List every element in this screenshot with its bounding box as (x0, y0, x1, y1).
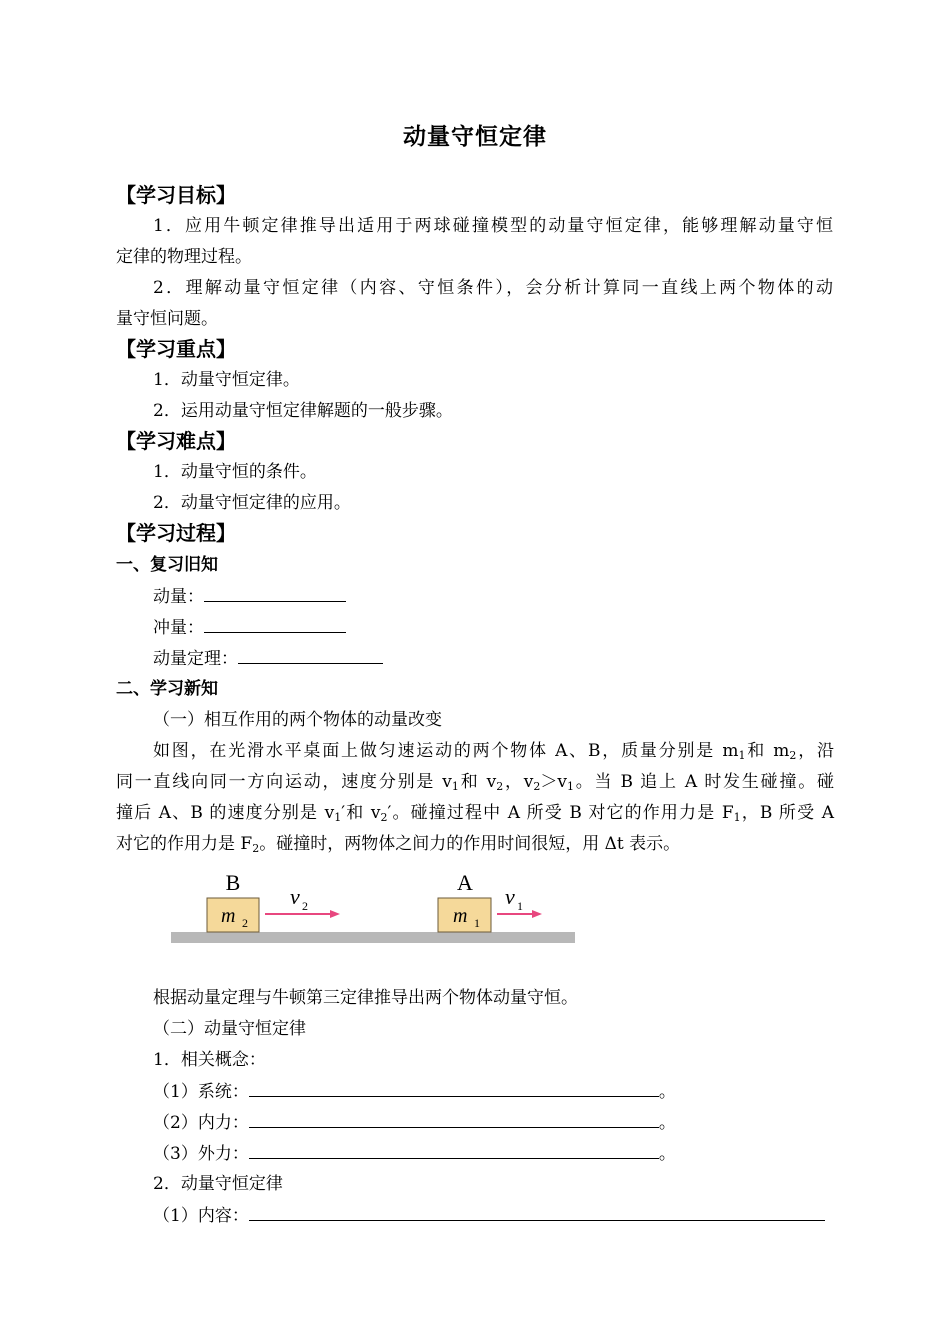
period: 。 (658, 1144, 676, 1164)
text: 同一直线向同一方向运动，速度分别是 v (116, 772, 452, 792)
system-row (153, 1080, 676, 1103)
text: 和 v (458, 772, 497, 792)
external-row (153, 1142, 676, 1165)
subsection-2-heading: （二）动量守恒定律 (153, 1019, 306, 1039)
subscript: 1 (334, 811, 342, 824)
content-label: （1）内容： (153, 1206, 249, 1226)
block-b-label: B (225, 870, 241, 895)
impulse-blank[interactable] (204, 616, 346, 633)
process-heading: 【学习过程】 (116, 521, 236, 545)
goal-1-line-1: 1．应用牛顿定律推导出适用于两球碰撞模型的动量守恒定律，能够理解动量守恒 (153, 216, 833, 236)
subscript: 1 (738, 749, 746, 762)
block-a-mass-sub: 1 (474, 916, 480, 930)
momentum-label: 动量： (153, 587, 204, 607)
subscript: 1 (733, 811, 741, 824)
paragraph-line-4 (116, 833, 680, 855)
key-points-heading: 【学习重点】 (116, 337, 236, 361)
collision-figure (165, 866, 585, 946)
derive-text: 根据动量定理与牛顿第三定律推导出两个物体动量守恒。 (153, 988, 578, 1008)
impulse-row (153, 616, 346, 639)
text: ′。碰撞过程中 A 所受 B 对它的作用力是 F (387, 803, 734, 823)
block-a-label: A (457, 870, 473, 895)
subscript: 2 (789, 749, 797, 762)
paragraph-line-1 (153, 740, 834, 762)
goals-heading: 【学习目标】 (116, 183, 236, 207)
page-title: 动量守恒定律 (403, 124, 547, 150)
difficulty-1: 1．动量守恒的条件。 (153, 462, 317, 482)
difficulties-heading: 【学习难点】 (116, 429, 236, 453)
key-point-2: 2．运用动量守恒定律解题的一般步骤。 (153, 401, 453, 421)
new-knowledge-heading: 二、学习新知 (116, 679, 218, 699)
block-b-mass-sub: 2 (242, 916, 248, 930)
period: 。 (658, 1082, 676, 1102)
subscript: 2 (252, 842, 260, 855)
text: ，沿 (796, 741, 834, 761)
internal-label: （2）内力： (153, 1113, 249, 1133)
period: 。 (658, 1113, 676, 1133)
subscript: 2 (533, 780, 541, 793)
text: ，v (503, 772, 534, 792)
internal-row (153, 1111, 676, 1134)
subscript: 2 (496, 780, 504, 793)
subscript: 1 (451, 780, 459, 793)
law-heading: 2．动量守恒定律 (153, 1174, 283, 1194)
subscript: 1 (567, 780, 575, 793)
goal-2-line-1: 2．理解动量守恒定律（内容、守恒条件），会分析计算同一直线上两个物体的动 (153, 278, 833, 298)
concepts-heading: 1．相关概念： (153, 1050, 266, 1070)
text: 对它的作用力是 F (116, 834, 253, 854)
paragraph-line-3 (116, 802, 834, 824)
paragraph-line-2 (116, 771, 834, 793)
review-heading: 一、复习旧知 (116, 555, 218, 575)
system-label: （1）系统： (153, 1082, 249, 1102)
velocity-a-sub: 1 (517, 899, 523, 913)
subscript: 2 (380, 811, 388, 824)
ground-surface (171, 932, 575, 943)
key-point-1: 1．动量守恒定律。 (153, 370, 300, 390)
subsection-1-heading: （一）相互作用的两个物体的动量改变 (153, 710, 442, 730)
goal-2-line-2: 量守恒问题。 (116, 309, 218, 329)
velocity-b-sub: 2 (302, 899, 308, 913)
difficulty-2: 2．动量守恒定律的应用。 (153, 493, 351, 513)
velocity-b-arrowhead (330, 910, 340, 918)
momentum-row (153, 585, 346, 608)
velocity-a-label: v (505, 884, 515, 909)
theorem-blank[interactable] (238, 647, 383, 664)
content-row (153, 1204, 825, 1227)
impulse-label: 冲量： (153, 618, 204, 638)
text: 和 m (745, 741, 790, 761)
block-b-mass: m (221, 905, 236, 927)
velocity-b-label: v (290, 884, 300, 909)
velocity-a-arrowhead (532, 910, 542, 918)
text: 如图，在光滑水平桌面上做匀速运动的两个物体 A、B，质量分别是 m (153, 741, 739, 761)
text: ，B 所受 A (740, 803, 835, 823)
theorem-label: 动量定理： (153, 649, 238, 669)
content-blank[interactable] (249, 1204, 825, 1221)
theorem-row (153, 647, 383, 670)
text: ′和 v (341, 803, 381, 823)
text: 撞后 A、B 的速度分别是 v (116, 803, 335, 823)
goal-1-line-2: 定律的物理过程。 (116, 247, 252, 267)
momentum-blank[interactable] (204, 585, 346, 602)
external-label: （3）外力： (153, 1144, 249, 1164)
text: 。碰撞时，两物体之间力的作用时间很短，用 Δt 表示。 (259, 834, 681, 854)
system-blank[interactable] (249, 1080, 659, 1097)
external-blank[interactable] (249, 1142, 659, 1159)
text: 。当 B 追上 A 时发生碰撞。碰 (574, 772, 834, 792)
block-a-mass: m (453, 905, 468, 927)
text: ＞v (540, 772, 568, 792)
internal-blank[interactable] (249, 1111, 659, 1128)
